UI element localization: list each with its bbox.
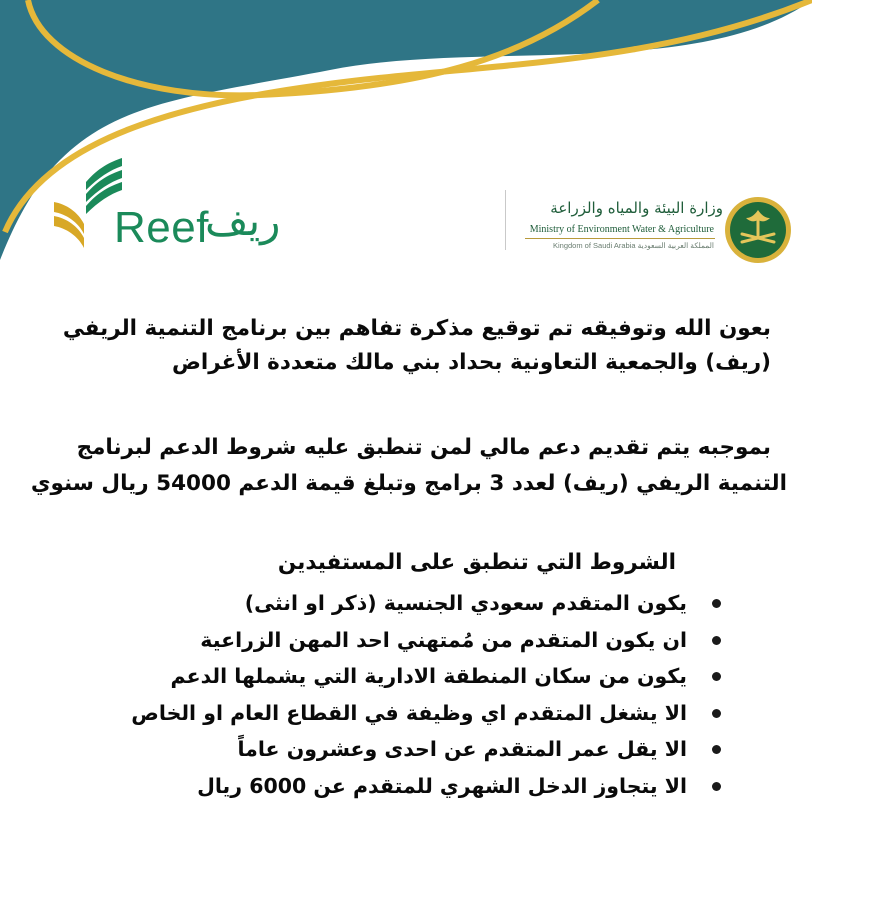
support-line: بموجبه يتم تقديم دعم مالي لمن تنطبق عليه شروط الدعم لبرنامج: [76, 435, 771, 460]
condition-text: الا يتجاوز الدخل الشهري للمتقدم عن 6000 ريال: [197, 773, 687, 798]
condition-item: [81, 768, 721, 805]
bullet-icon: [712, 636, 721, 645]
bullet-icon: [712, 709, 721, 718]
bullet-icon: [712, 782, 721, 791]
reef-leaf-gold-icon: [54, 202, 84, 248]
saudi-emblem-icon: [724, 196, 792, 264]
condition-text: الا يقل عمر المتقدم عن احدى وعشرون عاماً: [237, 737, 687, 762]
ministry-divider: [505, 190, 506, 250]
condition-item: [81, 695, 721, 732]
reef-logo-arabic: ريف: [205, 196, 281, 245]
bullet-icon: [712, 745, 721, 754]
ministry-arabic-name: وزارة البيئة والمياه والزراعة: [550, 199, 723, 217]
condition-item: [81, 622, 721, 659]
ministry-gold-rule: [525, 238, 715, 239]
condition-text: يكون المتقدم سعودي الجنسية (ذكر او انثى): [244, 591, 687, 615]
announcement-line: (ريف) والجمعية التعاونية بحداد بني مالك متعددة الأغراض: [171, 350, 771, 375]
bullet-icon: [712, 672, 721, 681]
condition-item: [81, 585, 721, 622]
bullet-icon: [712, 599, 721, 608]
condition-text: يكون من سكان المنطقة الادارية التي يشملها الدعم: [170, 664, 687, 689]
condition-item: [81, 731, 721, 768]
announcement-line: بعون الله وتوفيقه تم توقيع مذكرة تفاهم بين برنامج التنمية الريفي: [62, 316, 771, 341]
condition-text: ان يكون المتقدم من مُمتهني احد المهن الزراعية: [200, 627, 687, 652]
support-paragraph: [30, 430, 787, 502]
ministry-english-name: Ministry of Environment Water & Agriculture: [529, 224, 714, 235]
announcement-paragraph: [40, 312, 771, 380]
ministry-kingdom-line: Kingdom of Saudi Arabia المملكة العربية السعودية: [553, 241, 714, 250]
support-line: التنمية الريفي (ريف) لعدد 3 برامج وتبلغ قيمة الدعم 54000 ريال سنوي: [30, 471, 787, 496]
conditions-title: الشروط التي تنطبق على المستفيدين: [277, 550, 676, 575]
conditions-list: [81, 585, 721, 805]
condition-text: الا يشغل المتقدم اي وظيفة في القطاع العام او الخاص: [131, 700, 687, 725]
condition-item: [81, 658, 721, 695]
reef-logo-latin: Reef: [114, 203, 209, 252]
